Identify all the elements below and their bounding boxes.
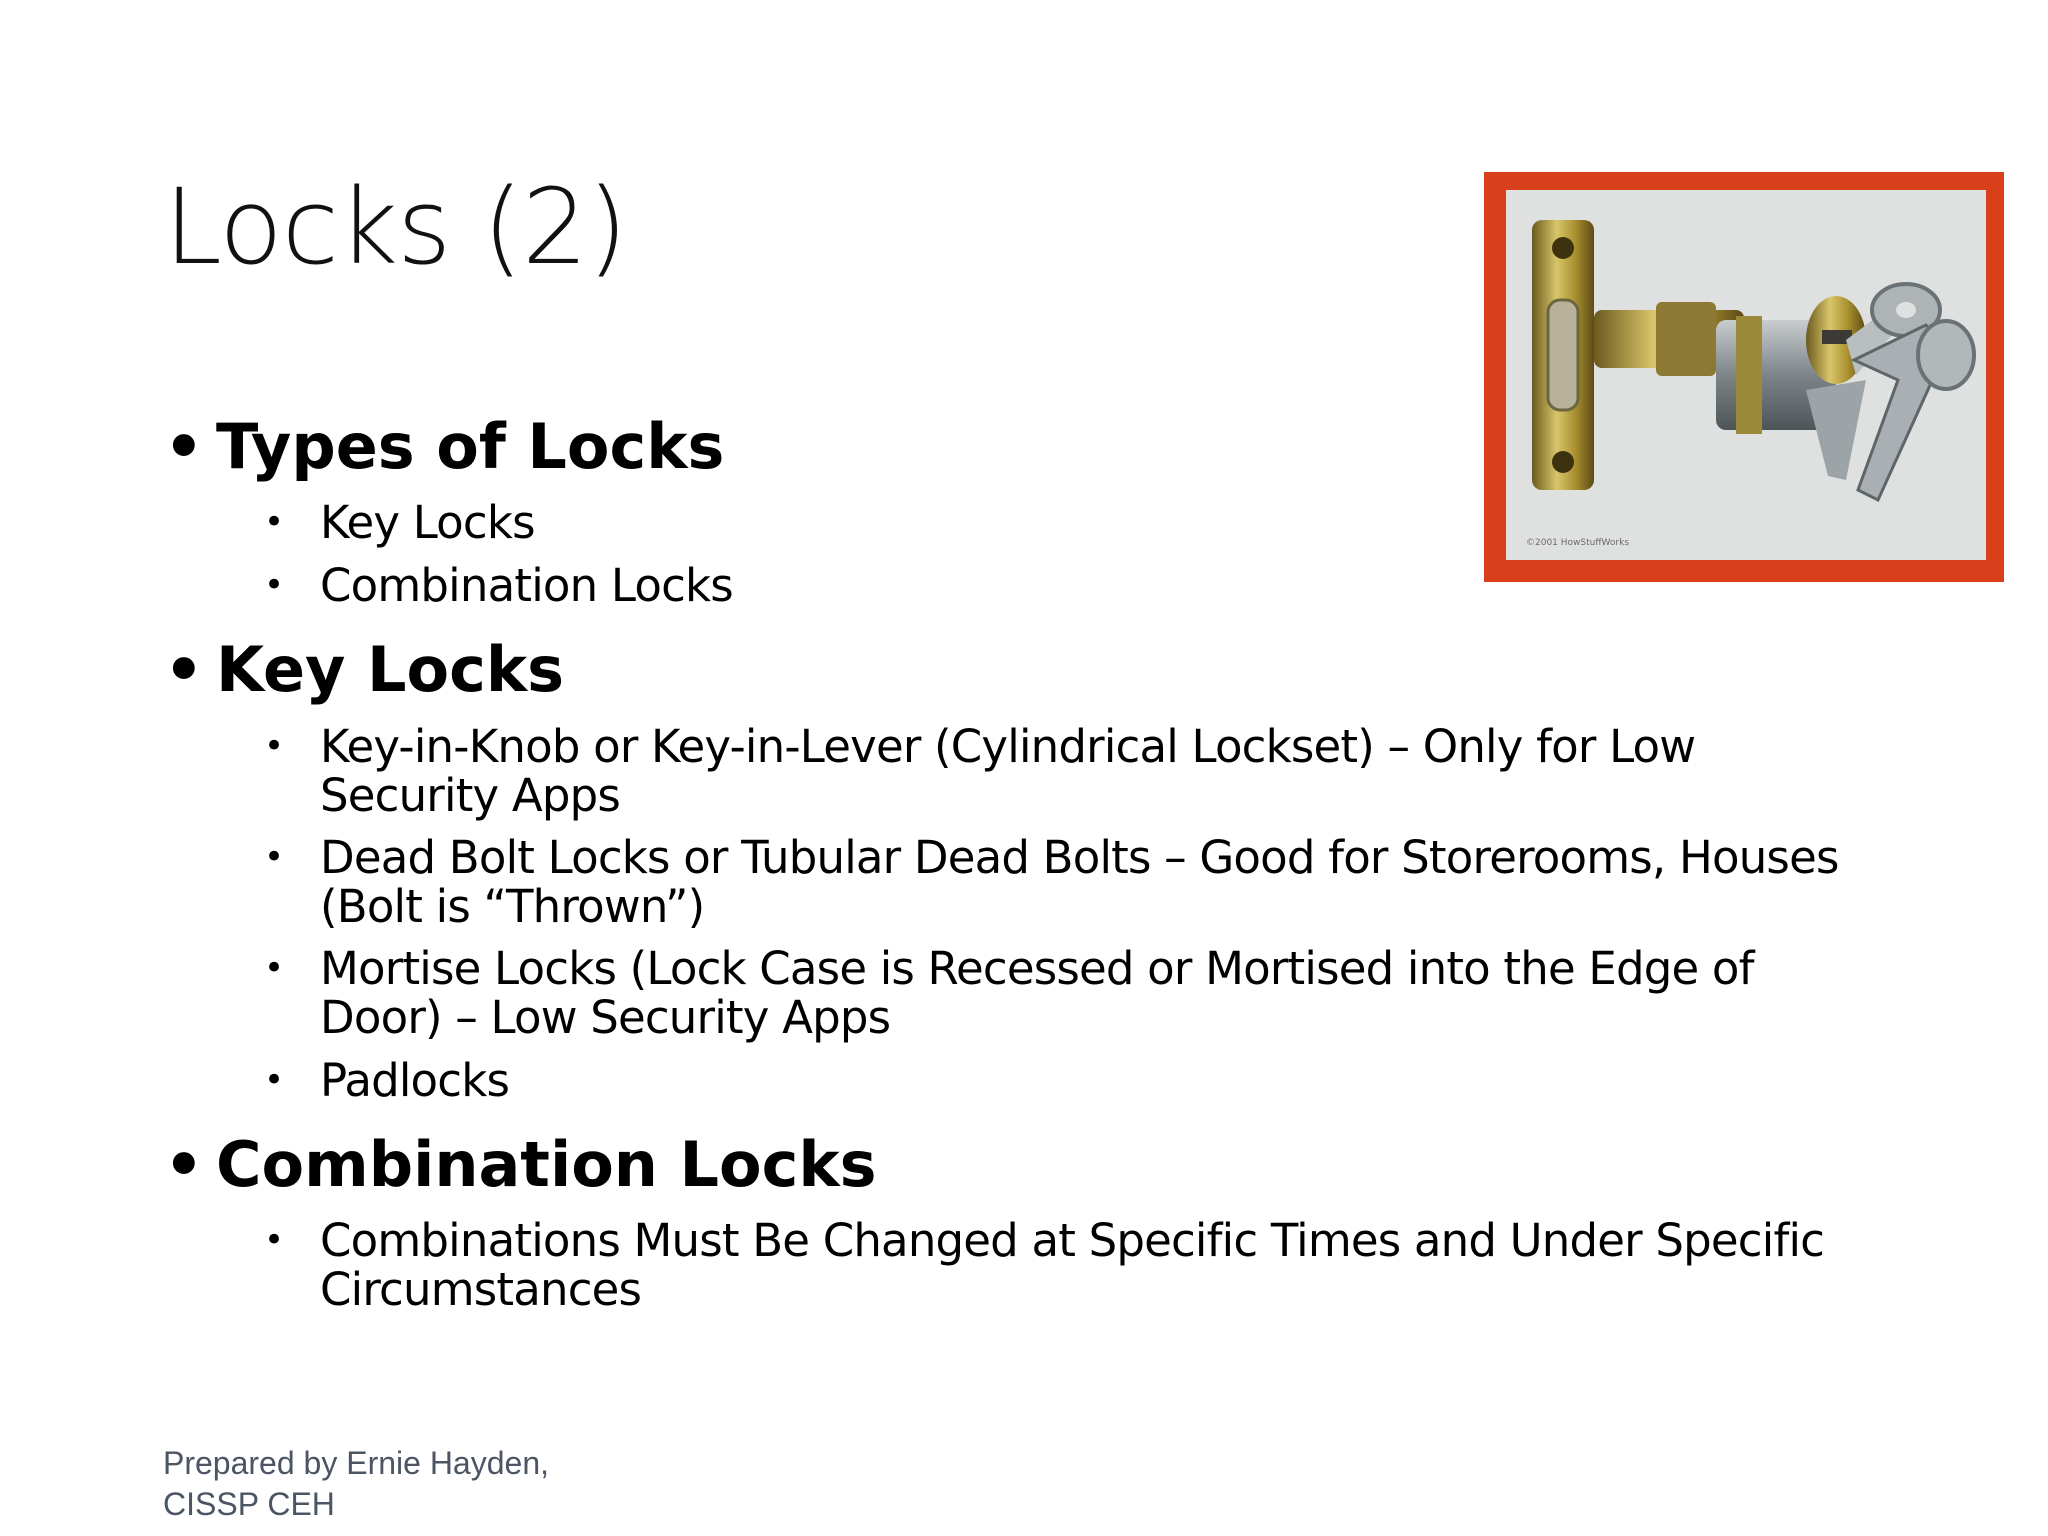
list-item-text: Mortise Locks (Lock Case is Recessed or Mortised into the Edge of Door) – Low Security Apps [320,942,1754,1044]
bullet-icon: • [264,1060,285,1100]
bullet-icon: • [164,1128,204,1201]
bullet-icon: • [264,837,285,877]
list-item-text: Combination Locks [320,559,733,612]
list-item-text: Combinations Must Be Changed at Specific Times and Under Specific Circumstances [320,1214,1825,1316]
slide-footer [163,1443,663,1525]
bullet-icon: • [264,502,285,542]
bullet-icon: • [264,948,285,988]
bullet-icon: • [264,565,285,605]
section-heading: Key Locks [216,633,564,706]
bullet-icon: • [264,1220,285,1260]
slide-title: Locks (2) [164,166,627,288]
section-heading: Types of Locks [216,410,725,483]
bullet-icon: • [164,410,204,483]
image-credit: ©2001 HowStuffWorks [1526,538,1630,548]
footer-line-credentials: CISSP CEH [163,1486,335,1522]
list-item-text: Key Locks [320,496,535,549]
list-item-text: Dead Bolt Locks or Tubular Dead Bolts – Good for Storerooms, Houses (Bolt is “Thrown”) [320,831,1839,933]
bullet-icon: • [164,633,204,706]
section-heading: Combination Locks [216,1128,877,1201]
list-item-text: Key-in-Knob or Key-in-Lever (Cylindrical Lockset) – Only for Low Security Apps [320,720,1696,822]
list-item-text: Padlocks [320,1054,510,1107]
footer-line-author: Prepared by Ernie Hayden, [163,1445,549,1481]
bullet-icon: • [264,726,285,766]
